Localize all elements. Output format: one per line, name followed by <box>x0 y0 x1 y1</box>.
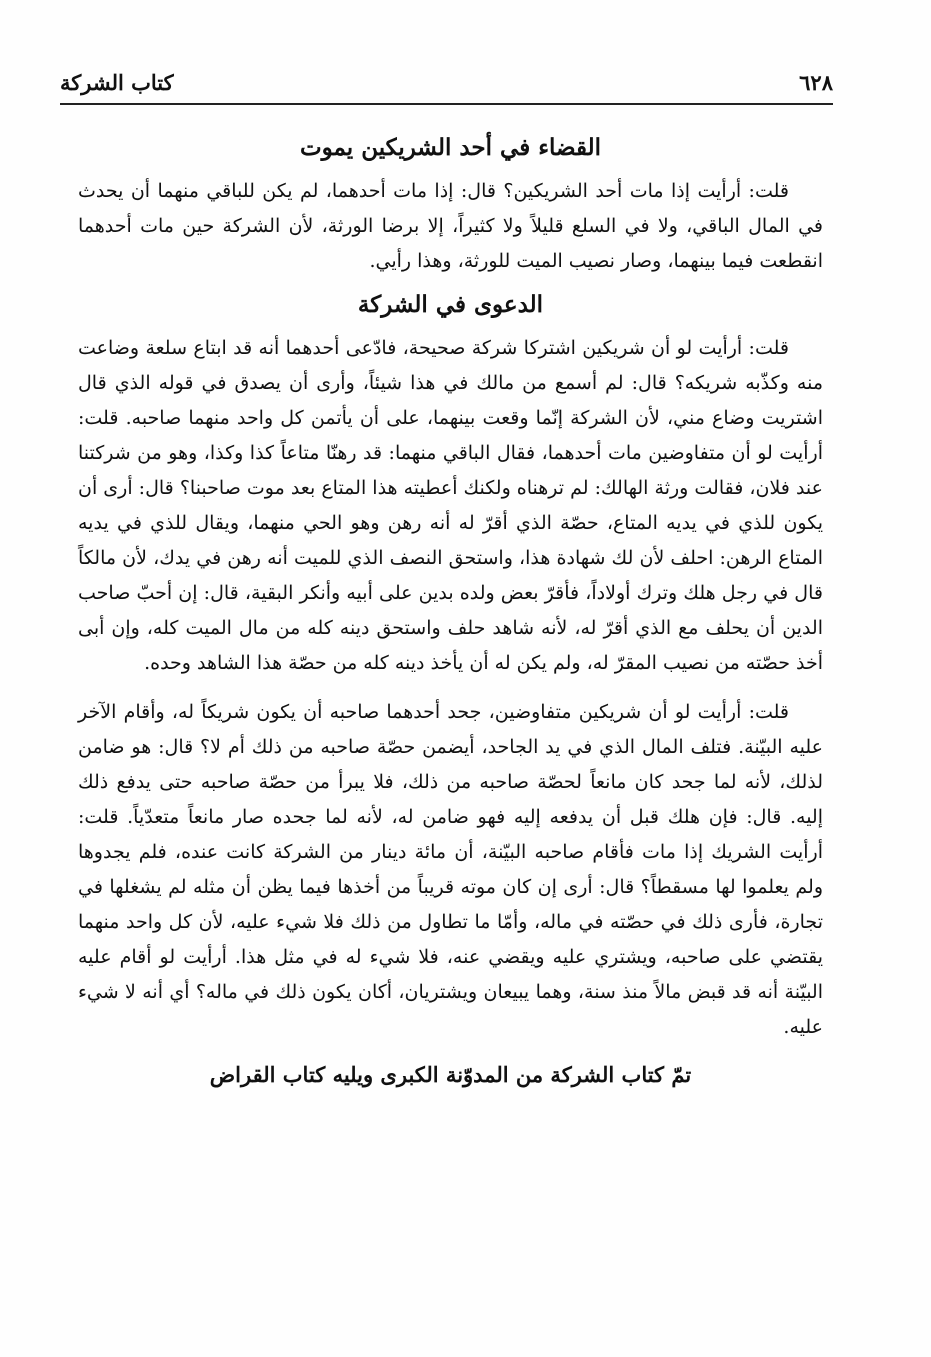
running-header <box>60 62 833 102</box>
paragraph: قلت: أرأيت إذا مات أحد الشريكين؟ قال: إذا مات أحدهما، لم يكن للباقي منهما أن يحدث في المال الباقي، ولا في السلع قليلاً ولا كثيراً، إلا برضا الورثة، لأن الشركة حين مات أحدهما انقطعت فيما بينهما، وصار نصيب الميت للورثة، وهذا رأيي. <box>78 180 823 272</box>
header-divider <box>60 103 833 105</box>
section-heading-death: القضاء في أحد الشريكين يموت <box>299 134 602 161</box>
page-number: ٦٢٨ <box>799 69 833 95</box>
book-title: كتاب الشركة <box>60 69 174 95</box>
paragraph: قلت: أرأيت لو أن شريكين متفاوضين، جحد أحدهما صاحبه أن يكون شريكاً له، وأقام الآخر عليه البيّنة. فتلف المال الذي في يد الجاحد، أيضمن حصّة صاحبه من ذلك أم لا؟ قال: هو ضامن لذلك، لأنه لما جحد كان مانعاً لحصّة صاحبه من ذلك، فلا يبرأ من حصّة صاحبه حتى يدفع ذلك إليه. قال: فإن هلك قبل أن يدفعه إليه فهو ضامن له، لأنه لما جحده صار مانعاً متعدّياً. قلت: أرأيت الشريك إذا مات فأقام صاحبه البيّنة، أن مائة دينار من الشركة كانت عنده، فلم يجدوها ولم يعلموا لها مسقطاً؟ قال: أرى إن كان موته قريباً من أخذها فيما يظن أن مثله لم يشغلها في تجارة، فأرى ذلك في حصّته في ماله، وأمّا ما تطاول من ذلك فلا شيء عليه، لأن كل واحد منهما يقتضي على صاحبه، ويشتري عليه ويقضي عنه، فلا شيء له في مثل هذا. أرأيت لو أقام عليه البيّنة أنه قد قبض مالاً منذ سنة، وهما يبيعان ويشتريان، أكان يكون ذلك في ماله؟ أي أنه لا شيء عليه. <box>78 701 823 1038</box>
section-heading-claim: الدعوى في الشركة <box>357 291 544 318</box>
paragraph: قلت: أرأيت لو أن شريكين اشتركا شركة صحيحة، فادّعى أحدهما أنه قد ابتاع سلعة وضاعت منه وكذّبه شريكه؟ قال: لم أسمع من مالك في هذا شيئاً، وأرى أن يصدق في قوله الذي قال اشتريت وضاع مني، لأن الشركة إنّما وقعت بينهما، على أن يأتمن كل واحد منهما صاحبه. قلت: أرأيت لو أن متفاوضين مات أحدهما، فقال الباقي منهما: قد رهنّا متاعاً كذا وكذا، وهو من شركتنا عند فلان، فقالت ورثة الهالك: لم ترهناه ولكنك أعطيته هذا المتاع بعد موت صاحبنا؟ قال: أرى أن يكون للذي في يديه المتاع، حصّة الذي أقرّ له أنه رهن وهو الحي منهما، ويقال للذي في يديه المتاع الرهن: احلف لأن لك شهادة هذا، واستحق النصف الذي للميت أنه رهن في يدك، لأن مالكاً قال في رجل هلك وترك أولاداً، فأقرّ بعض ولده بدين على أبيه وأنكر البقية، قال: إن أحبّ صاحب الدين أن يحلف مع الذي أقرّ له، لأنه شاهد حلف واستحق دينه كله من مال الميت كله، وإن أبى أخذ حصّته من نصيب المقرّ له، ولم يكن له أن يأخذ دينه كله من حصّة هذا الشاهد وحده. <box>78 337 823 674</box>
page-body <box>78 118 823 1097</box>
closing-line: تمّ كتاب الشركة من المدوّنة الكبرى ويليه كتاب القراض <box>209 1062 692 1087</box>
